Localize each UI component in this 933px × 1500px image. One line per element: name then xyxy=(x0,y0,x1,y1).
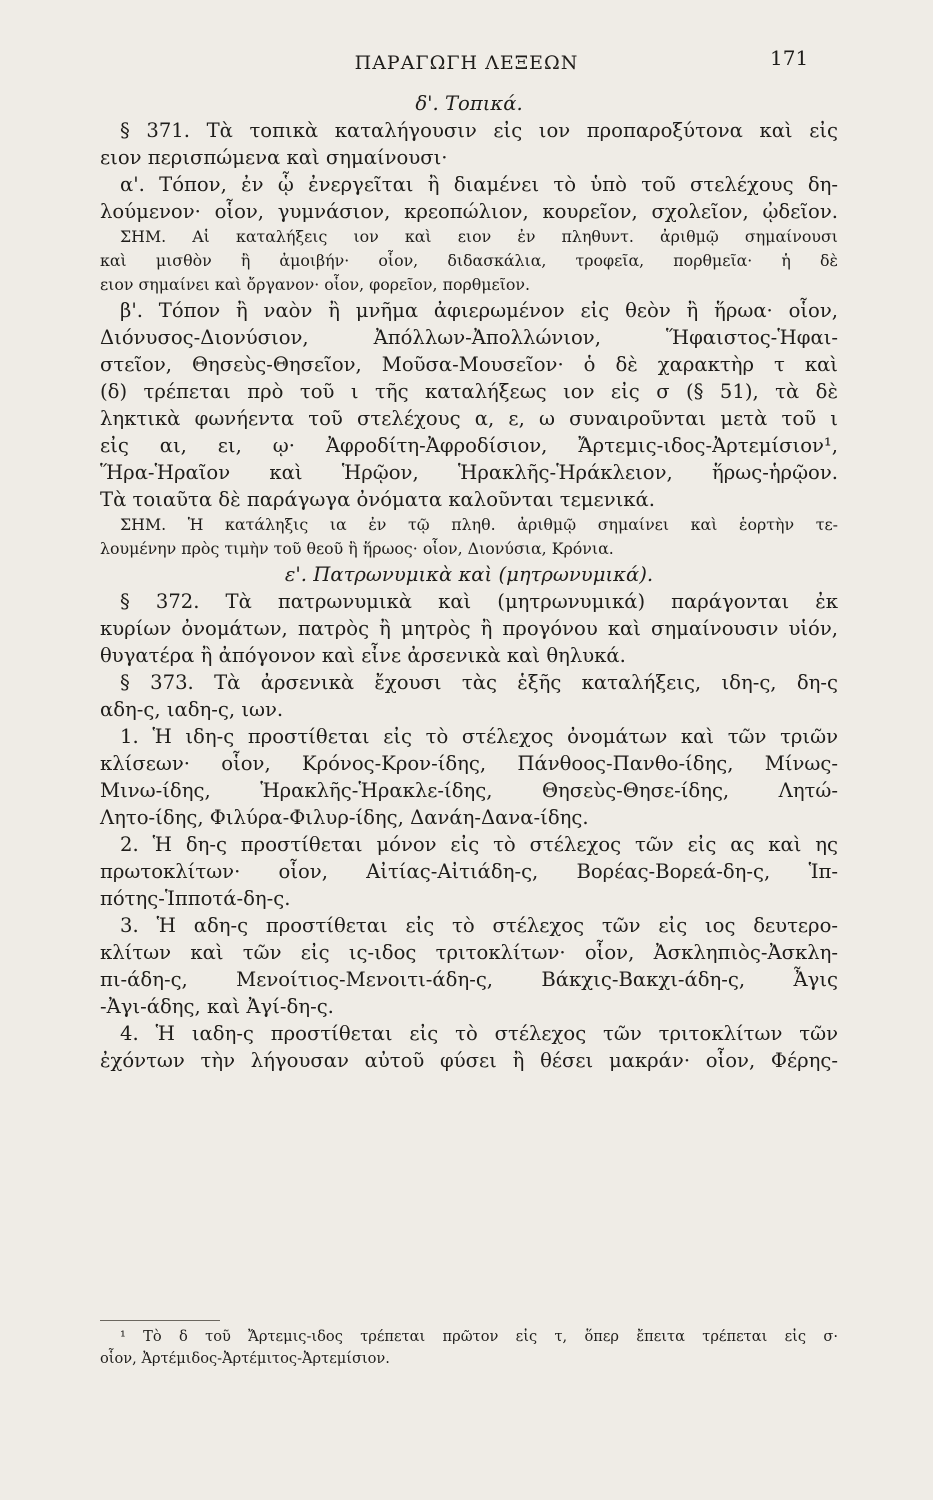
running-title: ΠΑΡΑΓΩΓΗ ΛΕΞΕΩΝ xyxy=(354,52,579,74)
text-line: κυρίων ὀνομάτων, πατρὸς ἢ μητρὸς ἢ προγόνου καὶ σημαίνουσιν υἱόν, xyxy=(100,617,838,640)
footnote-line: ¹ Τὸ δ τοῦ Ἄρτεμις-ιδος τρέπεται πρῶτον εἰς τ, ὅπερ ἔπειτα τρέπεται εἰς σ· xyxy=(120,1328,838,1345)
text-line: ειον σημαίνει καὶ ὄργανον· οἷον, φορεῖον, πορθμεῖον. xyxy=(100,275,531,294)
text-line: λουμένην πρὸς τιμὴν τοῦ θεοῦ ἢ ἥρωος· οἷον, Διονύσια, Κρόνια. xyxy=(100,539,614,558)
page-number: 171 xyxy=(770,46,809,70)
text-line: § 373. Τὰ ἀρσενικὰ ἔχουσι τὰς ἑξῆς καταλήξεις, ιδη-ς, δη-ς xyxy=(120,671,838,694)
text-line: ληκτικὰ φωνήεντα τοῦ στελέχους α, ε, ω συναιροῦνται μετὰ τοῦ ι xyxy=(100,407,838,430)
body-text xyxy=(100,90,838,1074)
text-line: § 371. Τὰ τοπικὰ καταλήγουσιν εἰς ιον προπαροξύτονα καὶ εἰς xyxy=(120,119,838,142)
text-line: ΣΗΜ. Ἡ κατάληξις ια ἐν τῷ πληθ. ἀριθμῷ σημαίνει καὶ ἑορτὴν τε- xyxy=(120,515,838,534)
text-line: 1. Ἡ ιδη-ς προστίθεται εἰς τὸ στέλεχος ὀνομάτων καὶ τῶν τριῶν xyxy=(120,725,838,748)
text-line: θυγατέρα ἢ ἀπόγονον καὶ εἶνε ἀρσενικὰ καὶ θηλυκά. xyxy=(100,644,626,667)
text-line: Λητο-ίδης, Φιλύρα-Φιλυρ-ίδης, Δανάη-Δανα-ίδης. xyxy=(100,806,589,829)
text-line: αδη-ς, ιαδη-ς, ιων. xyxy=(100,698,284,721)
text-line: § 372. Τὰ πατρωνυμικὰ καὶ (μητρωνυμικά) παράγονται ἐκ xyxy=(120,590,838,613)
text-line: κλίσεων· οἷον, Κρόνος-Κρον-ίδης, Πάνθοος-Πανθο-ίδης, Μίνως- xyxy=(100,752,838,775)
text-line: α'. Τόπον, ἐν ᾧ ἐνεργεῖται ἢ διαμένει τὸ ὑπὸ τοῦ στελέχους δη- xyxy=(120,173,838,196)
text-line: (δ) τρέπεται πρὸ τοῦ ι τῆς καταλήξεως ιον εἰς σ (§ 51), τὰ δὲ xyxy=(100,380,838,403)
text-line: πρωτοκλίτων· οἷον, Αἰτίας-Αἰτιάδη-ς, Βορέας-Βορεά-δη-ς, Ἱπ- xyxy=(100,860,838,883)
text-line: πι-άδη-ς, Μενοίτιος-Μενοιτι-άδη-ς, Βάκχις-Βακχι-άδη-ς, Ἆγις xyxy=(100,968,838,991)
text-line: κλίτων καὶ τῶν εἰς ις-ιδος τριτοκλίτων· οἷον, Ἀσκληπιὸς-Ἀσκλη- xyxy=(100,941,838,964)
text-line: β'. Τόπον ἢ ναὸν ἢ μνῆμα ἀφιερωμένον εἰς θεὸν ἢ ἥρωα· οἷον, xyxy=(120,299,838,322)
text-line: ΣΗΜ. Αἱ καταλήξεις ιον καὶ ειον ἐν πληθυντ. ἀριθμῷ σημαίνουσι xyxy=(120,227,838,246)
footnote-area xyxy=(100,1326,838,1370)
text-line: 4. Ἡ ιαδη-ς προστίθεται εἰς τὸ στέλεχος τῶν τριτοκλίτων τῶν xyxy=(120,1022,838,1045)
text-line: 2. Ἡ δη-ς προστίθεται μόνον εἰς τὸ στέλεχος τῶν εἰς ας καὶ ης xyxy=(120,833,838,856)
text-line: πότης-Ἱπποτά-δη-ς. xyxy=(100,887,291,910)
running-head xyxy=(0,46,933,82)
text-line: Μινω-ίδης, Ἡρακλῆς-Ἡρακλε-ίδης, Θησεὺς-Θησε-ίδης, Λητώ- xyxy=(100,779,838,802)
text-line: 3. Ἡ αδη-ς προστίθεται εἰς τὸ στέλεχος τῶν εἰς ιος δευτερο- xyxy=(120,914,838,937)
text-line: ειον περισπώμενα καὶ σημαίνουσι· xyxy=(100,146,448,169)
footnote-line: οἷον, Ἀρτέμιδος-Ἀρτέμιτος-Ἀρτεμίσιον. xyxy=(100,1350,390,1367)
text-line: εἰς αι, ει, ῳ· Ἀφροδίτη-Ἀφροδίσιον, Ἄρτεμις-ιδος-Ἀρτεμίσιον¹, xyxy=(100,434,838,457)
text-line: Ἥρα-Ἡραῖον καὶ Ἡρῷον, Ἡρακλῆς-Ἡράκλειον, ἥρως-ἡρῷον. xyxy=(100,461,838,484)
text-line: Τὰ τοιαῦτα δὲ παράγωγα ὀνόματα καλοῦνται τεμενικά. xyxy=(100,488,655,511)
text-line: ε'. Πατρωνυμικὰ καὶ (μητρωνυμικά). xyxy=(284,563,654,586)
text-line: ἐχόντων τὴν λήγουσαν αὐτοῦ φύσει ἢ θέσει μακράν· οἷον, Φέρης- xyxy=(100,1049,838,1072)
text-line: λούμενον· οἷον, γυμνάσιον, κρεοπώλιον, κουρεῖον, σχολεῖον, ᾠδεῖον. xyxy=(100,200,838,223)
text-line: -Ἀγι-άδης, καὶ Ἀγί-δη-ς. xyxy=(100,995,334,1018)
text-line: δ'. Τοπικά. xyxy=(415,92,523,115)
text-line: καὶ μισθὸν ἢ ἀμοιβήν· οἷον, διδασκάλια, τροφεῖα, πορθμεῖα· ἡ δὲ xyxy=(100,251,838,270)
text-line: Διόνυσος-Διονύσιον, Ἀπόλλων-Ἀπολλώνιον, Ἥφαιστος-Ἡφαι- xyxy=(100,326,838,349)
text-line: στεῖον, Θησεὺς-Θησεῖον, Μοῦσα-Μουσεῖον· ὁ δὲ χαρακτὴρ τ καὶ xyxy=(100,353,838,376)
footnote-rule xyxy=(100,1320,220,1321)
